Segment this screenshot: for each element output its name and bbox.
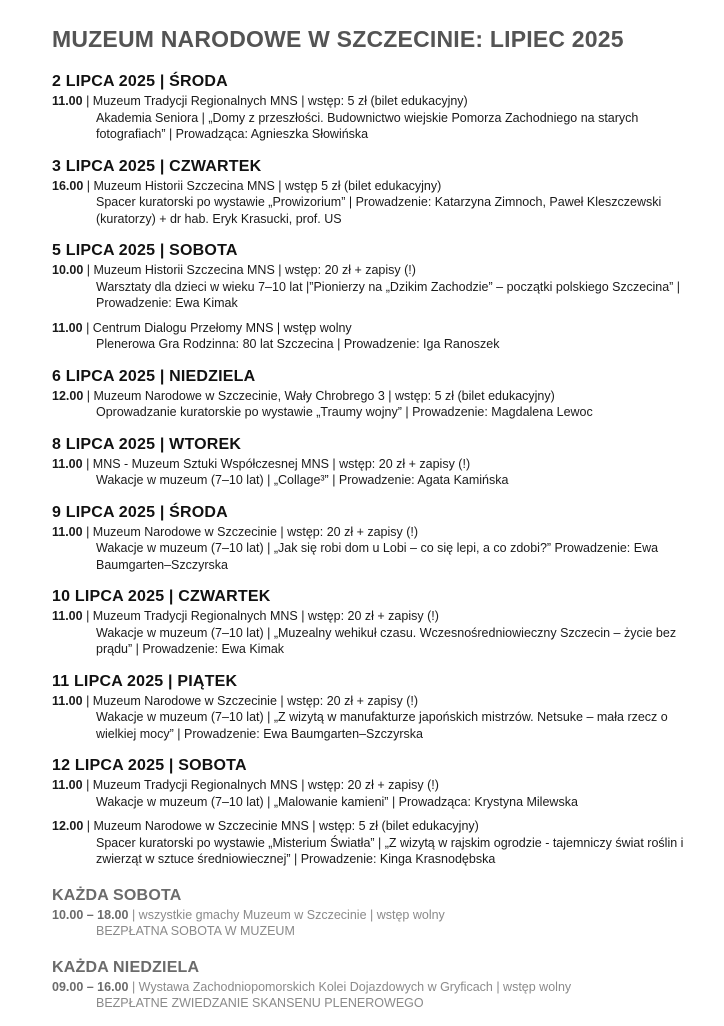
event-venue-info: | wszystkie gmachy Muzeum w Szczecinie | wstęp wolny <box>131 907 445 922</box>
event-description: Warsztaty dla dzieci w wieku 7–10 lat |”Pionierzy na „Dzikim Zachodzie” – początki polskiego Szczecina” | Prowadzenie: Ewa Kimak <box>96 279 681 310</box>
event-description: Wakacje w muzeum (7–10 lat) | „Malowanie kamieni” | Prowadząca: Krystyna Milewska <box>96 794 578 809</box>
event-item <box>52 693 702 743</box>
event-main-line <box>52 524 702 541</box>
event-item <box>52 777 702 810</box>
event-item <box>52 388 702 421</box>
event-description: Wakacje w muzeum (7–10 lat) | „Collage³” | Prowadzenie: Agata Kamińska <box>96 473 509 487</box>
day-section <box>52 241 702 353</box>
event-venue-info: | Muzeum Tradycji Regionalnych MNS | wstęp: 20 zł + zapisy (!) <box>86 778 439 792</box>
event-description: Wakacje w muzeum (7–10 lat) | „Jak się robi dom u Lobi – co się lepi, a co zdobi?” Prowadzenie: Ewa Baumgarten–Szczyrska <box>96 541 659 572</box>
event-main-line <box>52 777 702 794</box>
event-main-line <box>52 262 702 279</box>
recurring-section <box>52 886 702 940</box>
event-time: 12.00 <box>52 388 84 403</box>
event-main-line <box>52 818 702 835</box>
day-heading: 3 LIPCA 2025 | CZWARTEK <box>52 157 262 175</box>
event-venue-info: | Muzeum Tradycji Regionalnych MNS | wstęp: 20 zł + zapisy (!) <box>86 609 439 623</box>
event-item <box>52 524 702 574</box>
event-venue-info: | Muzeum Historii Szczecina MNS | wstęp: 20 zł + zapisy (!) <box>86 263 416 277</box>
event-description: Wakacje w muzeum (7–10 lat) | „Z wizytą w manufakturze japońskich mistrzów. Netsuke – mała rzecz o wielkiej mocy” | Prowadzenie: Ewa Baumgarten–Szczyrska <box>96 710 668 741</box>
day-section <box>52 435 702 489</box>
event-venue-info: | MNS - Muzeum Sztuki Współczesnej MNS | wstęp: 20 zł + zapisy (!) <box>86 456 471 471</box>
day-section <box>52 367 702 421</box>
day-section <box>52 587 702 658</box>
event-time: 12.00 <box>52 819 84 833</box>
event-time: 16.00 <box>52 178 84 193</box>
recurring-event <box>52 979 702 1012</box>
day-heading: 11 LIPCA 2025 | PIĄTEK <box>52 672 238 690</box>
recurring-section <box>52 958 702 1012</box>
event-venue-info: | Muzeum Tradycji Regionalnych MNS | wstęp: 5 zł (bilet edukacyjny) <box>86 94 468 108</box>
event-description: Plenerowa Gra Rodzinna: 80 lat Szczecina | Prowadzenie: Iga Ranoszek <box>96 337 500 351</box>
day-section <box>52 72 702 143</box>
event-item <box>52 178 702 228</box>
event-time: 11.00 <box>52 778 83 792</box>
event-main-line <box>52 178 702 195</box>
event-time: 11.00 <box>52 94 83 108</box>
event-time: 11.00 <box>52 693 83 708</box>
day-heading: 6 LIPCA 2025 | NIEDZIELA <box>52 367 256 385</box>
event-item <box>52 608 702 658</box>
day-section <box>52 756 702 868</box>
event-venue-info: | Muzeum Narodowe w Szczecinie | wstęp: 20 zł + zapisy (!) <box>86 693 419 708</box>
event-item <box>52 456 702 489</box>
event-schedule <box>52 72 702 1026</box>
event-description: Spacer kuratorski po wystawie „Misterium Światła” | „Z wizytą w rajskim ogrodzie - tajemniczy świat roślin i zwierząt w sztuce średniowiecznej” | Prowadzenie: Kinga Krasnodębska <box>96 835 684 866</box>
day-section <box>52 503 702 574</box>
day-heading: 12 LIPCA 2025 | SOBOTA <box>52 757 247 774</box>
event-description: Spacer kuratorski po wystawie „Prowizorium” | Prowadzenie: Katarzyna Zimnoch, Paweł Kleszczewski (kuratorzy) + dr hab. Eryk Krasucki, prof. US <box>96 195 662 226</box>
event-item <box>52 320 702 353</box>
event-main-line <box>52 320 702 337</box>
event-main-line <box>52 979 702 996</box>
event-venue-info: | Muzeum Narodowe w Szczecinie MNS | wstęp: 5 zł (bilet edukacyjny) <box>86 819 479 833</box>
recurring-heading: KAŻDA NIEDZIELA <box>52 958 200 976</box>
event-time: 11.00 <box>52 456 83 471</box>
day-heading: 8 LIPCA 2025 | WTOREK <box>52 435 242 453</box>
event-main-line <box>52 93 702 110</box>
event-time: 11.00 <box>52 320 83 335</box>
page-title: MUZEUM NARODOWE W SZCZECINIE: LIPIEC 2025 <box>52 26 624 52</box>
day-heading: 9 LIPCA 2025 | ŚRODA <box>52 503 228 521</box>
event-time: 11.00 <box>52 609 83 623</box>
day-section <box>52 157 702 228</box>
day-heading: 5 LIPCA 2025 | SOBOTA <box>52 242 238 259</box>
event-time: 11.00 <box>52 524 83 539</box>
event-time: 10.00 <box>52 263 84 277</box>
event-main-line <box>52 456 702 473</box>
event-main-line <box>52 608 702 625</box>
event-venue-info: | Wystawa Zachodniopomorskich Kolei Dojazdowych w Gryficach | wstęp wolny <box>131 979 572 994</box>
recurring-event <box>52 907 702 940</box>
event-time: 10.00 – 18.00 <box>52 907 129 922</box>
event-description: Akademia Seniora | „Domy z przeszłości. Budownictwo wiejskie Pomorza Zachodniego na starych fotografiach” | Prowadząca: Agnieszka Słowińska <box>96 110 639 141</box>
event-main-line <box>52 388 702 405</box>
event-venue-info: | Muzeum Narodowe w Szczecinie | wstęp: 20 zł + zapisy (!) <box>86 524 419 539</box>
event-venue-info: | Centrum Dialogu Przełomy MNS | wstęp wolny <box>86 320 352 335</box>
event-item <box>52 818 702 868</box>
day-heading: 10 LIPCA 2025 | CZWARTEK <box>52 588 271 605</box>
day-section <box>52 672 702 743</box>
event-venue-info: | Muzeum Narodowe w Szczecinie, Wały Chrobrego 3 | wstęp: 5 zł (bilet edukacyjny) <box>86 388 555 403</box>
event-time: 09.00 – 16.00 <box>52 979 129 994</box>
event-description: Oprowadzanie kuratorskie po wystawie „Traumy wojny” | Prowadzenie: Magdalena Lewoc <box>96 405 593 419</box>
day-heading: 2 LIPCA 2025 | ŚRODA <box>52 73 228 90</box>
event-description: BEZPŁATNA SOBOTA W MUZEUM <box>96 924 295 938</box>
event-item <box>52 93 702 143</box>
recurring-heading: KAŻDA SOBOTA <box>52 886 182 904</box>
event-main-line <box>52 907 702 924</box>
event-main-line <box>52 693 702 710</box>
event-description: BEZPŁATNE ZWIEDZANIE SKANSENU PLENEROWEGO <box>96 996 424 1010</box>
event-venue-info: | Muzeum Historii Szczecina MNS | wstęp 5 zł (bilet edukacyjny) <box>86 178 442 193</box>
event-description: Wakacje w muzeum (7–10 lat) | „Muzealny wehikuł czasu. Wczesnośredniowieczny Szczecin – życie bez prądu” | Prowadzenie: Ewa Kimak <box>96 625 677 656</box>
event-item <box>52 262 702 312</box>
